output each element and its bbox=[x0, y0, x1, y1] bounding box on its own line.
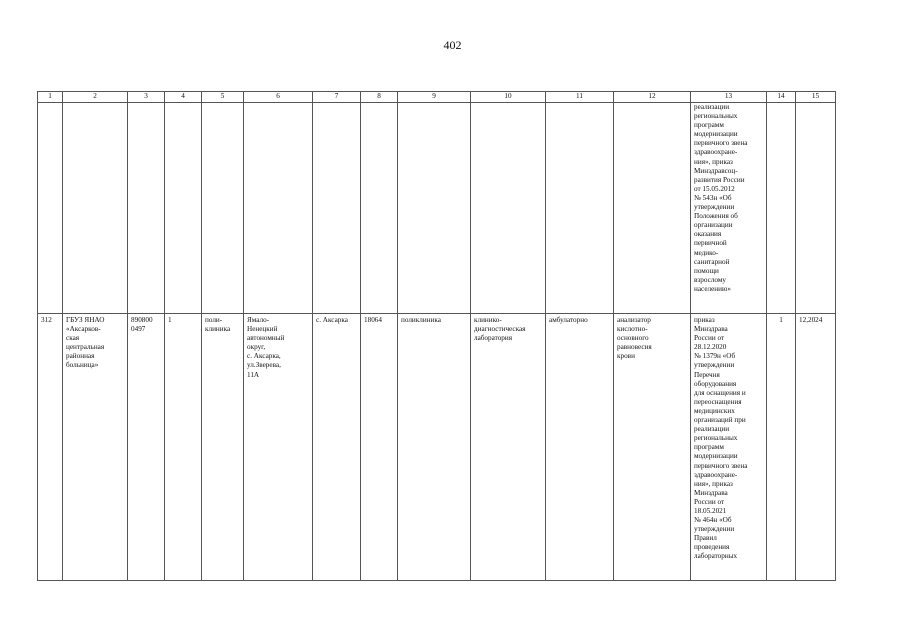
unit-type: поли- клиника bbox=[205, 316, 231, 334]
table-cell bbox=[361, 103, 398, 314]
header-col-14: 14 bbox=[767, 92, 796, 103]
quantity: 1 bbox=[779, 316, 783, 324]
header-col-10: 10 bbox=[471, 92, 546, 103]
table-row-312 bbox=[38, 314, 836, 581]
equipment-name: анализатор кислотно- основного равновесия крови bbox=[617, 316, 652, 361]
table-cell bbox=[165, 103, 202, 314]
cell-organization bbox=[63, 314, 128, 581]
organization-code: 890800 0497 bbox=[131, 316, 153, 334]
table-row-continued bbox=[38, 103, 836, 314]
table-cell bbox=[244, 103, 313, 314]
col-4-value: 1 bbox=[168, 316, 172, 324]
header-col-1: 1 bbox=[38, 92, 63, 103]
address: Ямало- Ненецкий автономный округ, с. Аксарка, ул.Зверева, 11А bbox=[247, 316, 285, 379]
regulation-text: реализации региональных программ модернизации первичного звена здравоохране- ния», приказ Минздравсоц- развития России от 15.05.2012 № 543н «Об утверждении Положения об организации оказания первичной медико- санитарной помощи взрослому населению» bbox=[694, 103, 748, 293]
department: клинико- диагностическая лаборатория bbox=[474, 316, 526, 343]
cell-regulation bbox=[691, 314, 767, 581]
table-cell bbox=[202, 103, 244, 314]
page-number: 402 bbox=[443, 38, 462, 52]
row-number: 312 bbox=[41, 316, 52, 324]
cell-care-conditions bbox=[546, 314, 614, 581]
care-conditions: амбулаторно bbox=[549, 316, 588, 324]
header-col-8: 8 bbox=[361, 92, 398, 103]
table-cell bbox=[128, 103, 165, 314]
header-col-15: 15 bbox=[796, 92, 836, 103]
cell-unit-type bbox=[202, 314, 244, 581]
cell-settlement bbox=[313, 314, 361, 581]
header-col-4: 4 bbox=[165, 92, 202, 103]
header-col-13: 13 bbox=[691, 92, 767, 103]
table-cell bbox=[614, 103, 691, 314]
cell-col-8 bbox=[361, 314, 398, 581]
header-col-3: 3 bbox=[128, 92, 165, 103]
cell-quantity bbox=[767, 314, 796, 581]
table-cell bbox=[767, 103, 796, 314]
date: 12,2024 bbox=[799, 316, 823, 324]
cell-col-4 bbox=[165, 314, 202, 581]
table-cell bbox=[398, 103, 471, 314]
table-cell bbox=[471, 103, 546, 314]
structural-unit: поликлиника bbox=[401, 316, 441, 324]
settlement: с. Аксарка bbox=[316, 316, 348, 324]
cell-row-number bbox=[38, 314, 63, 581]
col-8-value: 18064 bbox=[364, 316, 382, 324]
table-cell bbox=[796, 103, 836, 314]
organization-name: ГБУЗ ЯНАО «Аксарков- ская центральная районная больница» bbox=[66, 316, 105, 370]
header-col-6: 6 bbox=[244, 92, 313, 103]
header-col-11: 11 bbox=[546, 92, 614, 103]
cell-date bbox=[796, 314, 836, 581]
header-col-12: 12 bbox=[614, 92, 691, 103]
document-table bbox=[37, 91, 836, 581]
table-cell bbox=[38, 103, 63, 314]
cell-structural-unit bbox=[398, 314, 471, 581]
table-cell bbox=[313, 103, 361, 314]
header-col-5: 5 bbox=[202, 92, 244, 103]
header-row bbox=[38, 92, 836, 103]
header-col-9: 9 bbox=[398, 92, 471, 103]
regulation-text: приказ Минздрава России от 28.12.2020 № 1379н «Об утверждении Перечня оборудования для оснащения и переоснащения медицинских организаций при реализации региональных программ модернизации первичного звена здравоохране- ния», приказ Минздрава России от 18.05.2021 № 464н «Об утверждении Правил проведения лабораторных bbox=[694, 316, 748, 561]
header-col-7: 7 bbox=[313, 92, 361, 103]
cell-equipment bbox=[614, 314, 691, 581]
table-cell bbox=[546, 103, 614, 314]
cell-address bbox=[244, 314, 313, 581]
table-cell bbox=[63, 103, 128, 314]
header-col-2: 2 bbox=[63, 92, 128, 103]
table-cell-regulation bbox=[691, 103, 767, 314]
cell-code bbox=[128, 314, 165, 581]
cell-department bbox=[471, 314, 546, 581]
